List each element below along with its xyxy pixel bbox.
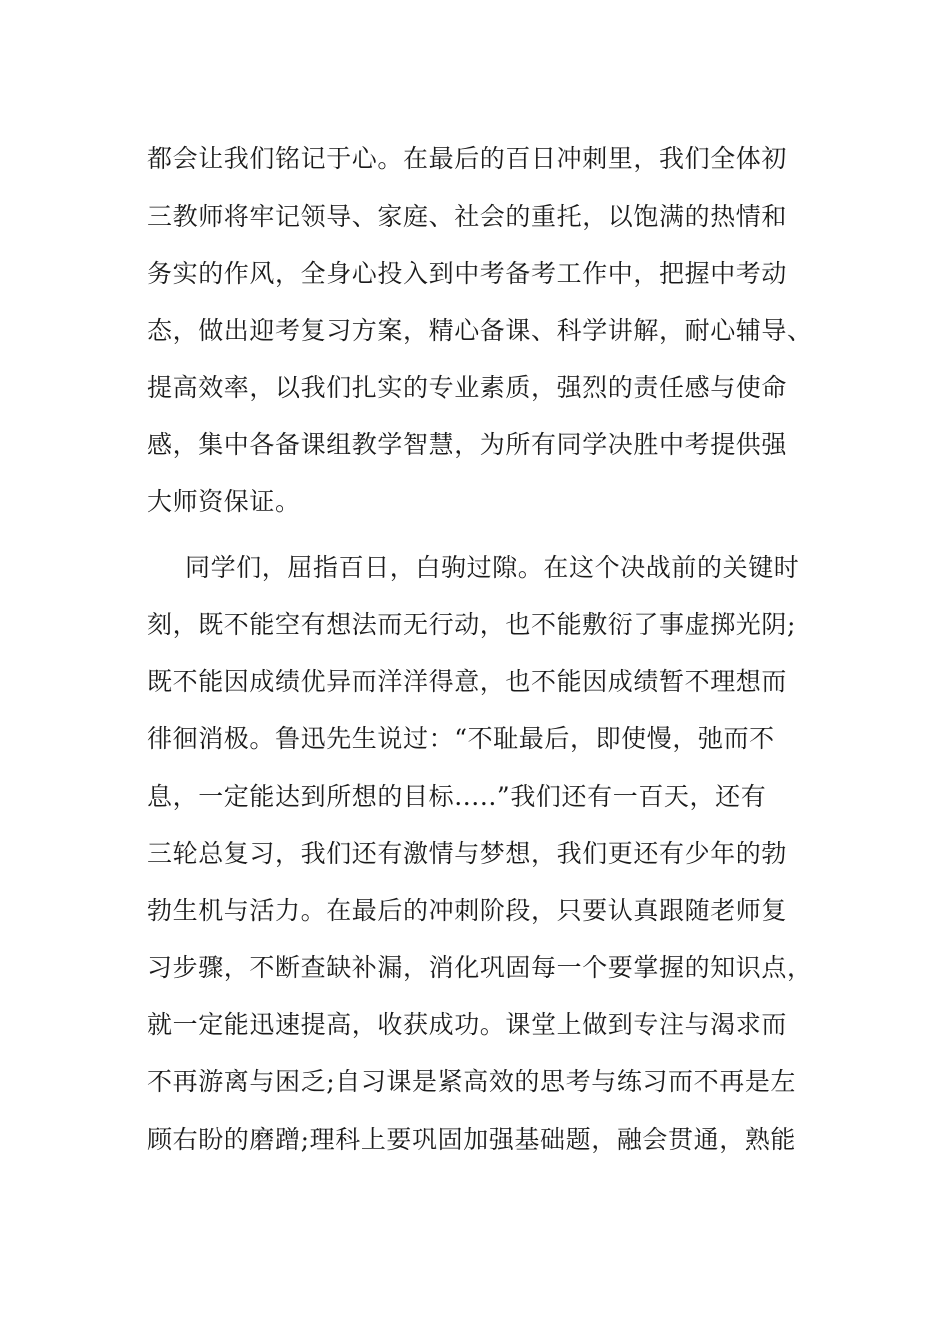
- text-line: 既不能因成绩优异而洋洋得意，也不能因成绩暂不理想而: [147, 667, 788, 696]
- text-line: 顾右盼的磨蹭;理科上要巩固加强基础题，融会贯通，熟能: [147, 1125, 797, 1154]
- text-line: 三教师将牢记领导、家庭、社会的重托，以饱满的热情和: [147, 202, 788, 231]
- text-line: 大师资保证。: [147, 487, 301, 516]
- paragraph-first-line: 同学们，屈指百日，白驹过隙。在这个决战前的关键时: [185, 553, 800, 582]
- text-line: 刻，既不能空有想法而无行动，也不能敷衍了事虚掷光阴;: [147, 610, 797, 639]
- text-line: 徘徊消极。鲁迅先生说过：“不耻最后，即使慢，弛而不: [147, 724, 775, 753]
- text-line: 就一定能迅速提高，收获成功。课堂上做到专注与渴求而: [147, 1010, 788, 1039]
- text-line: 习步骤，不断查缺补漏，消化巩固每一个要掌握的知识点，: [147, 953, 813, 982]
- text-line: 务实的作风，全身心投入到中考备考工作中，把握中考动: [147, 259, 788, 288]
- text-line: 提高效率，以我们扎实的专业素质，强烈的责任感与使命: [147, 373, 788, 402]
- text-line: 三轮总复习，我们还有激情与梦想，我们更还有少年的勃: [147, 839, 788, 868]
- text-line: 息，一定能达到所想的目标.....”我们还有一百天，还有: [147, 782, 767, 811]
- text-line: 都会让我们铭记于心。在最后的百日冲刺里，我们全体初: [147, 144, 788, 173]
- text-line: 感，集中各备课组教学智慧，为所有同学决胜中考提供强: [147, 430, 788, 459]
- text-line: 不再游离与困乏;自习课是紧高效的思考与练习而不再是左: [147, 1067, 797, 1096]
- text-line: 勃生机与活力。在最后的冲刺阶段，只要认真跟随老师复: [147, 896, 788, 925]
- text-line: 态，做出迎考复习方案，精心备课、科学讲解，耐心辅导、: [147, 316, 813, 345]
